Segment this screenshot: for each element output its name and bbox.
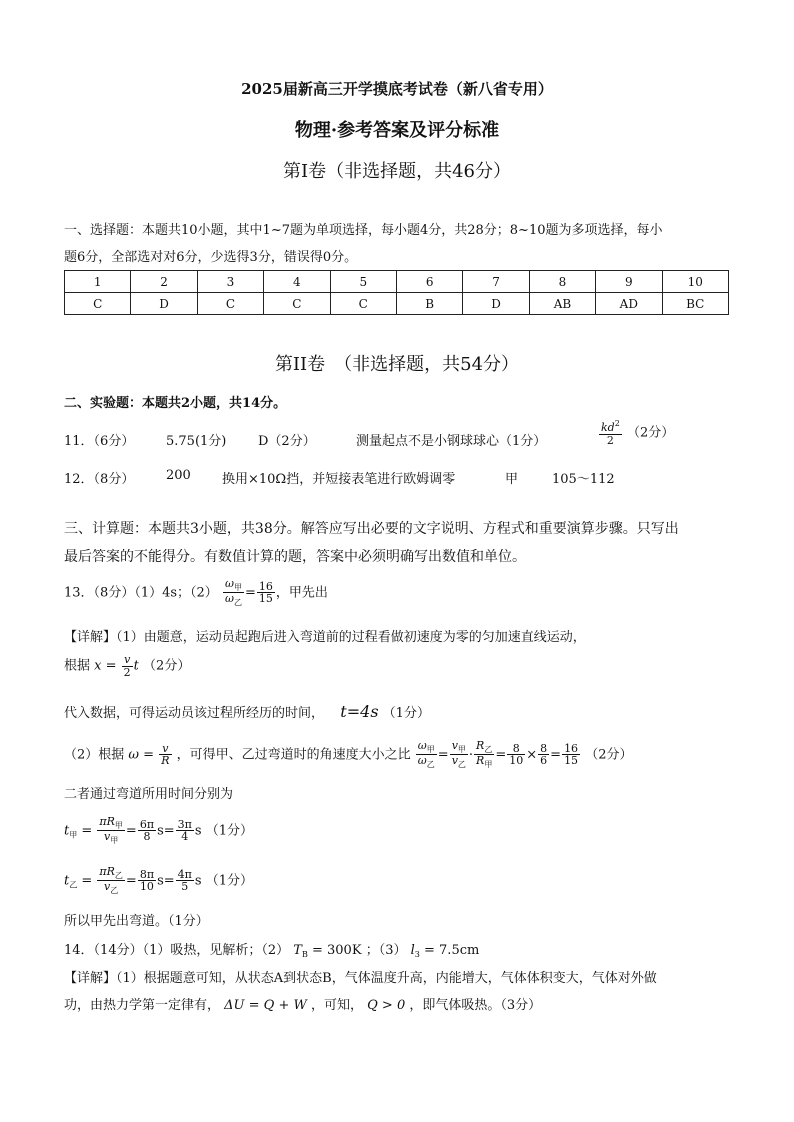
q13-omega-ratio: $\frac{\omega_甲}{\omega_乙}$ bbox=[224, 577, 242, 608]
q14-heat-inequality: Q > 0 bbox=[367, 998, 406, 1013]
q13-header-text: 13．（8分）（1）4s；（2） bbox=[64, 585, 218, 601]
answer-cell: AB bbox=[529, 293, 595, 315]
part1-title: 第I卷（非选择题，共46分） bbox=[282, 161, 511, 182]
q13-detail-3: 代入数据，可得运动员该过程所经历的时间， t=4s （1分） bbox=[64, 702, 430, 721]
section3-instructions-line2: 最后答案的不能得分。有数值计算的题，答案中必须明确写出数值和单位。 bbox=[64, 549, 526, 565]
q13-detail-5: 二者通过弯道所用时间分别为 bbox=[64, 787, 234, 802]
question-number-cell: 5 bbox=[330, 271, 396, 293]
answer-table-number-row bbox=[65, 271, 729, 293]
q11-score-4: （2分） bbox=[626, 425, 675, 441]
answer-table-answer-row bbox=[65, 293, 729, 315]
exam-title: 2025届新高三开学摸底考试卷（新八省专用） bbox=[241, 80, 553, 98]
question-number-cell: 10 bbox=[662, 271, 728, 293]
q11-answer-2: D（2分） bbox=[258, 434, 316, 449]
answer-cell: B bbox=[396, 293, 462, 315]
q13-ratio-value: $\frac{16}{15}$ bbox=[258, 579, 273, 606]
q11-answer-3: 测量起点不是小钢球球心（1分） bbox=[356, 434, 547, 449]
question-number-cell: 7 bbox=[463, 271, 529, 293]
q14-length: = 7.5cm bbox=[424, 943, 480, 958]
q11-frac-denominator: 2 bbox=[606, 433, 614, 447]
q12-answer-4: 105～112 bbox=[552, 472, 615, 487]
section1-instructions-line2: 题6分，全部选对对6分，少选得3分，错误得0分。 bbox=[64, 250, 358, 265]
q12-number: 12．（8分） bbox=[64, 472, 135, 487]
q13-header: 13．（8分）（1）4s；（2） $\frac{\omega_甲}{\omega_乙}$ = $\frac{16}{15}$ ，甲先出 bbox=[64, 577, 328, 608]
section2-heading: 二、实验题：本题共2小题，共14分。 bbox=[64, 396, 287, 411]
q11-fraction bbox=[599, 420, 622, 446]
question-number-cell: 9 bbox=[596, 271, 662, 293]
section1-instructions-line1: 一、选择题：本题共10小题，其中1~7题为单项选择，每小题4分，共28分；8~10题为多项选择，每小 bbox=[64, 223, 663, 238]
q13-detail-4: （2）根据 ω = $\frac{v}{R}$ ，可得甲、乙过弯道时的角速度大小之比 $\frac{\omega_甲}{\omega_乙}$ = $\frac{v_甲}{v_乙}$ · $\frac{R_乙}{R_甲}$ = $\frac{8}{10}$ × $\frac{8}{6}$ = $\frac{16}{15}$ （2分） bbox=[64, 739, 633, 770]
answer-cell: D bbox=[463, 293, 529, 315]
question-number-cell: 8 bbox=[529, 271, 595, 293]
question-number-cell: 3 bbox=[197, 271, 263, 293]
q11-frac-numerator: kd bbox=[601, 421, 615, 434]
answer-cell: BC bbox=[662, 293, 728, 315]
q14-first-law-equation: ΔU = Q + W bbox=[224, 998, 307, 1013]
q13-t-jia-equation: $t_甲$ = $\frac{\pi R_甲}{v_甲}$ = $\frac{6\pi}{8}$ s= $\frac{3\pi}{4}$ s （1分） bbox=[64, 815, 253, 846]
q13-detail-2: 根据 x = $\frac{v}{2}$ t （2分） bbox=[64, 653, 191, 679]
question-number-cell: 6 bbox=[396, 271, 462, 293]
q12-answer-1: 200 bbox=[166, 468, 191, 483]
answer-cell: C bbox=[330, 293, 396, 315]
q11-number: 11．（6分） bbox=[64, 434, 135, 449]
question-number-cell: 2 bbox=[131, 271, 197, 293]
answer-cell: C bbox=[264, 293, 330, 315]
question-number-cell: 4 bbox=[264, 271, 330, 293]
q12-answer-3: 甲 bbox=[505, 472, 519, 487]
part2-title: 第II卷 （非选择题，共54分） bbox=[274, 354, 520, 375]
q14-detail-1: 【详解】（1）根据题意可知，从状态A到状态B，气体温度升高，内能增大，气体体积变大，气体对外做 bbox=[64, 971, 657, 986]
q12-answer-2: 换用×10Ω挡，并短接表笔进行欧姆调零 bbox=[222, 472, 456, 487]
q13-detail-1: 【详解】（1）由题意，运动员起跑后进入弯道前的过程看做初速度为零的匀加速直线运动， bbox=[64, 630, 586, 645]
answer-cell: D bbox=[131, 293, 197, 315]
q13-t-yi-equation: $t_乙$ = $\frac{\pi R_乙}{v_乙}$ = $\frac{8\pi}{10}$ s= $\frac{4\pi}{5}$ s （1分） bbox=[64, 865, 253, 896]
answer-cell: AD bbox=[596, 293, 662, 315]
q13-detail-8: 所以甲先出弯道。（1分） bbox=[64, 914, 209, 929]
q13-header-tail: ，甲先出 bbox=[275, 585, 328, 601]
answer-cell: C bbox=[65, 293, 131, 315]
q11-answer-4 bbox=[598, 420, 674, 446]
exam-subtitle: 物理·参考答案及评分标准 bbox=[294, 120, 500, 141]
q11-answer-1: 5.75(1分) bbox=[166, 434, 227, 449]
q14-temperature: = 300K bbox=[311, 943, 362, 958]
section3-instructions-line1: 三、计算题：本题共3小题，共38分。解答应写出必要的文字说明、方程式和重要演算步骤。只写出 bbox=[64, 521, 679, 537]
q14-detail-2: 功，由热力学第一定律有， ΔU = Q + W ，可知， Q > 0 ，即气体吸热。（3分） bbox=[64, 998, 542, 1013]
question-number-cell: 1 bbox=[65, 271, 131, 293]
q13-time-result: t=4s bbox=[340, 702, 379, 721]
q14-header: 14．（14分）（1）吸热，见解析；（2） $T_B = 300K$ ；（3） $l_3 = 7.5cm$ bbox=[64, 943, 480, 959]
q11-frac-exponent: 2 bbox=[614, 419, 620, 428]
answer-table bbox=[64, 270, 729, 315]
answer-cell: C bbox=[197, 293, 263, 315]
